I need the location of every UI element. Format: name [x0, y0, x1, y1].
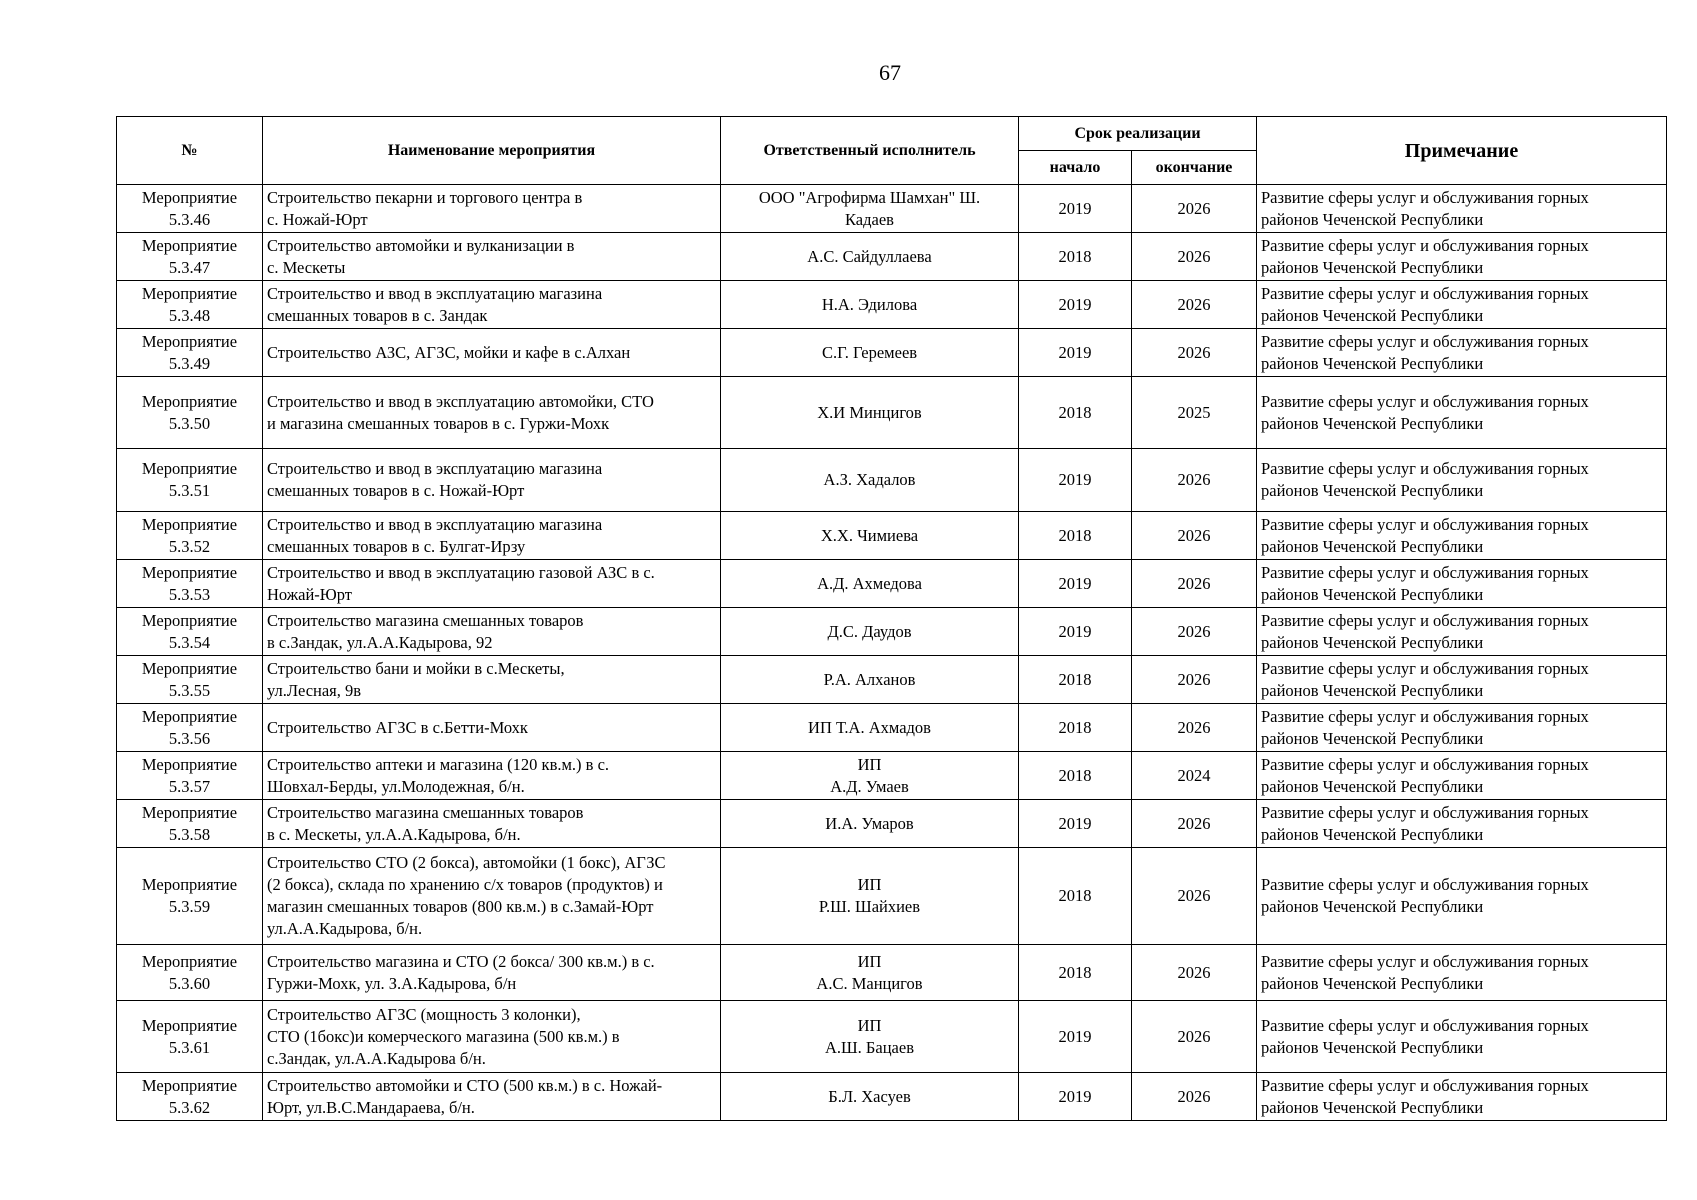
note-cell-line: Развитие сферы услуг и обслуживания горных: [1261, 1015, 1589, 1035]
start-year-cell: 2019: [1019, 449, 1132, 512]
executor-cell-line: ИП: [857, 1015, 882, 1035]
executor-cell-line: ИП Т.А. Ахмадов: [808, 717, 931, 737]
executor-cell-line: И.А. Умаров: [825, 813, 914, 833]
measure-label: Мероприятие: [141, 1015, 238, 1035]
measure-name-cell-line: с.Зандак, ул.А.А.Кадырова б/н.: [267, 1048, 486, 1068]
col-header-note: Примечание: [1257, 117, 1667, 185]
executor-cell: [721, 800, 1019, 848]
note-cell-line: районов Чеченской Республики: [1261, 680, 1484, 700]
note-cell-line: районов Чеченской Республики: [1261, 824, 1484, 844]
start-year-cell: 2018: [1019, 704, 1132, 752]
measure-name-cell-line: и магазина смешанных товаров в с. Гуржи-Мохк: [267, 413, 610, 433]
note-cell: [1257, 848, 1667, 945]
table-row: [117, 281, 1667, 329]
measure-name-cell-line: в с.Зандак, ул.А.А.Кадырова, 92: [267, 632, 493, 652]
measure-label: Мероприятие: [141, 562, 238, 582]
note-cell: [1257, 608, 1667, 656]
measure-label: Мероприятие: [141, 331, 238, 351]
measure-name-cell: [263, 185, 721, 233]
end-year-cell: 2026: [1132, 704, 1257, 752]
table-row: [117, 945, 1667, 1001]
table-body: [117, 185, 1667, 1121]
executor-cell-line: А.С. Сайдуллаева: [807, 246, 932, 266]
start-year-cell: 2018: [1019, 656, 1132, 704]
measure-name-cell-line: ул.А.А.Кадырова, б/н.: [267, 919, 423, 938]
start-year-cell: 2018: [1019, 848, 1132, 945]
executor-cell: [721, 377, 1019, 449]
note-cell-line: Развитие сферы услуг и обслуживания горных: [1261, 1075, 1589, 1095]
measure-number-cell: [117, 848, 263, 945]
end-year-cell: 2026: [1132, 945, 1257, 1001]
measure-name-cell-line: в с. Мескеты, ул.А.А.Кадырова, б/н.: [267, 824, 521, 844]
end-year-cell: 2026: [1132, 233, 1257, 281]
measure-code: 5.3.49: [168, 353, 211, 373]
col-header-term: Срок реализации: [1019, 117, 1257, 151]
executor-cell-line: ИП: [857, 951, 882, 971]
measure-label: Мероприятие: [141, 610, 238, 630]
measure-number-cell: [117, 560, 263, 608]
note-cell-line: районов Чеченской Республики: [1261, 413, 1484, 433]
measure-name-cell-line: Строительство и ввод в эксплуатацию магазина: [267, 514, 603, 534]
note-cell: [1257, 329, 1667, 377]
measure-number-cell: [117, 1073, 263, 1121]
end-year-cell: 2026: [1132, 608, 1257, 656]
note-cell-line: Развитие сферы услуг и обслуживания горных: [1261, 235, 1589, 255]
executor-cell: [721, 1073, 1019, 1121]
note-cell-line: Развитие сферы услуг и обслуживания горных: [1261, 331, 1589, 351]
end-year-cell: 2026: [1132, 560, 1257, 608]
executor-cell-line: ИП: [857, 875, 882, 894]
note-cell: [1257, 1001, 1667, 1073]
note-cell-line: Развитие сферы услуг и обслуживания горных: [1261, 875, 1589, 894]
note-cell-line: районов Чеченской Республики: [1261, 536, 1484, 556]
measure-name-cell: [263, 281, 721, 329]
measure-code: 5.3.58: [168, 824, 211, 844]
col-header-executor: Ответственный исполнитель: [721, 117, 1019, 185]
note-cell-line: районов Чеченской Республики: [1261, 632, 1484, 652]
table-row: [117, 704, 1667, 752]
table-row: [117, 512, 1667, 560]
executor-cell: [721, 281, 1019, 329]
measure-name-cell-line: Строительство и ввод в эксплуатацию магазина: [267, 283, 603, 303]
measure-code: 5.3.61: [168, 1037, 211, 1057]
measure-number-cell: [117, 704, 263, 752]
executor-cell: [721, 945, 1019, 1001]
executor-cell-line: Кадаев: [845, 209, 894, 229]
note-cell-line: Развитие сферы услуг и обслуживания горных: [1261, 514, 1589, 534]
note-cell-line: районов Чеченской Республики: [1261, 1037, 1484, 1057]
measure-name-cell: [263, 560, 721, 608]
measure-number-cell: [117, 449, 263, 512]
measure-number-cell: [117, 945, 263, 1001]
table-row: [117, 800, 1667, 848]
end-year-cell: 2024: [1132, 752, 1257, 800]
measure-name-cell-line: Строительство и ввод в эксплуатацию автомойки, СТО: [267, 391, 654, 411]
measure-name-cell-line: Строительство аптеки и магазина (120 кв.м.) в с.: [267, 754, 610, 774]
executor-cell: [721, 656, 1019, 704]
end-year-cell: 2026: [1132, 656, 1257, 704]
measure-code: 5.3.46: [168, 209, 211, 229]
measure-label: Мероприятие: [141, 514, 238, 534]
note-cell-line: Развитие сферы услуг и обслуживания горных: [1261, 658, 1589, 678]
measure-name-cell-line: СТО (1бокс)и комерческого магазина (500 кв.м.) в: [267, 1026, 620, 1046]
end-year-cell: 2026: [1132, 512, 1257, 560]
executor-cell-line: Н.А. Эдилова: [821, 294, 918, 314]
measure-label: Мероприятие: [141, 802, 238, 822]
measure-number-cell: [117, 281, 263, 329]
measure-name-cell-line: смешанных товаров в с. Ножай-Юрт: [267, 481, 525, 500]
measure-name-cell: [263, 449, 721, 512]
measure-number-cell: [117, 800, 263, 848]
measure-number-cell: [117, 233, 263, 281]
col-header-number: №: [117, 117, 263, 185]
executor-cell: [721, 449, 1019, 512]
measure-number-cell: [117, 329, 263, 377]
end-year-cell: 2026: [1132, 848, 1257, 945]
start-year-cell: 2018: [1019, 377, 1132, 449]
executor-cell: [721, 512, 1019, 560]
table-row: [117, 185, 1667, 233]
note-cell-line: районов Чеченской Республики: [1261, 897, 1484, 916]
measure-label: Мероприятие: [141, 706, 238, 726]
note-cell-line: Развитие сферы услуг и обслуживания горных: [1261, 459, 1589, 478]
end-year-cell: 2026: [1132, 449, 1257, 512]
start-year-cell: 2019: [1019, 1001, 1132, 1073]
executor-cell: [721, 608, 1019, 656]
note-cell: [1257, 560, 1667, 608]
measure-name-cell-line: смешанных товаров в с. Булгат-Ирзу: [267, 536, 526, 556]
measure-number-cell: [117, 1001, 263, 1073]
executor-cell: [721, 560, 1019, 608]
measure-name-cell: [263, 1001, 721, 1073]
measure-name-cell-line: Строительство и ввод в эксплуатацию магазина: [267, 459, 603, 478]
executor-cell-line: Д.С. Даудов: [827, 621, 912, 641]
table-row: [117, 656, 1667, 704]
executor-cell-line: ООО "Агрофирма Шамхан" Ш.: [758, 187, 981, 207]
measure-label: Мероприятие: [141, 235, 238, 255]
start-year-cell: 2018: [1019, 945, 1132, 1001]
measure-name-cell-line: магазин смешанных товаров (800 кв.м.) в с.Замай-Юрт: [267, 897, 654, 916]
measure-name-cell: [263, 1073, 721, 1121]
executor-cell-line: ИП: [857, 754, 882, 774]
measure-name-cell: [263, 608, 721, 656]
executor-cell-line: Х.И Минцигов: [817, 402, 922, 422]
note-cell-line: районов Чеченской Республики: [1261, 584, 1484, 604]
executor-cell: [721, 329, 1019, 377]
measure-label: Мероприятие: [141, 187, 238, 207]
note-cell-line: Развитие сферы услуг и обслуживания горных: [1261, 951, 1589, 971]
note-cell-line: районов Чеченской Республики: [1261, 973, 1484, 993]
measure-code: 5.3.57: [168, 776, 211, 796]
end-year-cell: 2026: [1132, 281, 1257, 329]
note-cell-line: районов Чеченской Республики: [1261, 481, 1484, 500]
measure-code: 5.3.60: [168, 973, 211, 993]
executor-cell-line: Р.Ш. Шайхиев: [818, 897, 921, 916]
measure-label: Мероприятие: [141, 283, 238, 303]
note-cell: [1257, 800, 1667, 848]
measure-name-cell: [263, 512, 721, 560]
note-cell: [1257, 377, 1667, 449]
measure-name-cell: [263, 704, 721, 752]
measure-name-cell-line: ул.Лесная, 9в: [267, 680, 362, 700]
start-year-cell: 2019: [1019, 185, 1132, 233]
measure-code: 5.3.52: [168, 536, 211, 556]
table-row: [117, 329, 1667, 377]
start-year-cell: 2018: [1019, 233, 1132, 281]
executor-cell: [721, 752, 1019, 800]
start-year-cell: 2019: [1019, 560, 1132, 608]
measure-number-cell: [117, 656, 263, 704]
measure-label: Мероприятие: [141, 658, 238, 678]
table-row: [117, 449, 1667, 512]
note-cell-line: районов Чеченской Республики: [1261, 209, 1484, 229]
note-cell-line: Развитие сферы услуг и обслуживания горных: [1261, 283, 1589, 303]
executor-cell-line: А.С. Манцигов: [816, 973, 923, 993]
executor-cell-line: Б.Л. Хасуев: [828, 1086, 911, 1106]
measure-code: 5.3.62: [168, 1097, 211, 1117]
note-cell-line: районов Чеченской Республики: [1261, 257, 1484, 277]
end-year-cell: 2026: [1132, 1001, 1257, 1073]
measure-code: 5.3.56: [168, 728, 211, 748]
measure-code: 5.3.51: [168, 481, 211, 500]
measure-number-cell: [117, 752, 263, 800]
note-cell-line: районов Чеченской Республики: [1261, 1097, 1484, 1117]
start-year-cell: 2018: [1019, 512, 1132, 560]
executor-cell: [721, 185, 1019, 233]
measure-label: Мероприятие: [141, 951, 238, 971]
end-year-cell: 2025: [1132, 377, 1257, 449]
measure-name-cell: [263, 233, 721, 281]
executor-cell-line: А.З. Хадалов: [823, 470, 916, 489]
measure-name-cell-line: Гуржи-Мохк, ул. З.А.Кадырова, б/н: [267, 973, 517, 993]
measure-name-cell-line: Строительство автомойки и вулканизации в: [267, 235, 575, 255]
measure-code: 5.3.59: [168, 897, 211, 916]
executor-cell: [721, 1001, 1019, 1073]
table-row: [117, 1001, 1667, 1073]
note-cell-line: Развитие сферы услуг и обслуживания горных: [1261, 754, 1589, 774]
measure-name-cell-line: Ножай-Юрт: [267, 584, 353, 604]
measure-number-cell: [117, 608, 263, 656]
measure-name-cell-line: с. Мескеты: [267, 257, 346, 277]
note-cell-line: районов Чеченской Республики: [1261, 305, 1484, 325]
measure-number-cell: [117, 512, 263, 560]
start-year-cell: 2018: [1019, 752, 1132, 800]
col-header-name: Наименование мероприятия: [263, 117, 721, 185]
measure-name-cell-line: Строительство АГЗС в с.Бетти-Мохк: [267, 717, 528, 737]
start-year-cell: 2019: [1019, 281, 1132, 329]
measure-label: Мероприятие: [141, 1075, 238, 1095]
executor-cell: [721, 233, 1019, 281]
note-cell: [1257, 281, 1667, 329]
note-cell-line: Развитие сферы услуг и обслуживания горных: [1261, 706, 1589, 726]
measure-code: 5.3.48: [168, 305, 211, 325]
measure-code: 5.3.50: [168, 413, 211, 433]
measure-name-cell: [263, 945, 721, 1001]
measure-name-cell: [263, 848, 721, 945]
measure-name-cell: [263, 329, 721, 377]
measure-name-cell-line: Шовхал-Берды, ул.Молодежная, б/н.: [267, 776, 525, 796]
note-cell: [1257, 1073, 1667, 1121]
table-row: [117, 377, 1667, 449]
executor-cell-line: С.Г. Геремеев: [821, 342, 918, 362]
note-cell: [1257, 752, 1667, 800]
measure-code: 5.3.55: [168, 680, 211, 700]
table-row: [117, 1073, 1667, 1121]
measure-name-cell-line: Строительство бани и мойки в с.Мескеты,: [267, 658, 565, 678]
note-cell: [1257, 512, 1667, 560]
end-year-cell: 2026: [1132, 800, 1257, 848]
note-cell-line: Развитие сферы услуг и обслуживания горных: [1261, 187, 1589, 207]
measures-table: [116, 116, 1667, 1121]
measure-label: Мероприятие: [141, 754, 238, 774]
note-cell: [1257, 704, 1667, 752]
executor-cell-line: Р.А. Алханов: [823, 669, 916, 689]
executor-cell-line: А.Ш. Бацаев: [824, 1037, 914, 1057]
start-year-cell: 2019: [1019, 329, 1132, 377]
end-year-cell: 2026: [1132, 329, 1257, 377]
note-cell: [1257, 185, 1667, 233]
measure-name-cell-line: Строительство автомойки и СТО (500 кв.м.) в с. Ножай-: [267, 1075, 663, 1095]
note-cell: [1257, 656, 1667, 704]
measure-name-cell-line: Строительство пекарни и торгового центра в: [267, 187, 583, 207]
measure-label: Мероприятие: [141, 875, 238, 894]
note-cell: [1257, 233, 1667, 281]
start-year-cell: 2019: [1019, 1073, 1132, 1121]
executor-cell-line: А.Д. Умаев: [830, 776, 909, 796]
executor-cell: [721, 848, 1019, 945]
note-cell-line: Развитие сферы услуг и обслуживания горных: [1261, 391, 1589, 411]
measure-name-cell-line: Строительство АЗС, АГЗС, мойки и кафе в с.Алхан: [267, 342, 631, 362]
measure-name-cell: [263, 377, 721, 449]
measure-name-cell: [263, 656, 721, 704]
note-cell: [1257, 945, 1667, 1001]
executor-cell-line: А.Д. Ахмедова: [817, 573, 922, 593]
measure-label: Мероприятие: [141, 459, 238, 478]
table-row: [117, 848, 1667, 945]
measure-name-cell-line: смешанных товаров в с. Зандак: [267, 305, 488, 325]
end-year-cell: 2026: [1132, 1073, 1257, 1121]
note-cell-line: Развитие сферы услуг и обслуживания горных: [1261, 802, 1589, 822]
col-header-start: начало: [1019, 151, 1132, 185]
measure-label: Мероприятие: [141, 391, 238, 411]
measure-name-cell-line: Юрт, ул.В.С.Мандараева, б/н.: [267, 1097, 475, 1117]
measure-code: 5.3.54: [168, 632, 211, 652]
measure-code: 5.3.53: [168, 584, 211, 604]
measure-name-cell-line: Строительство АГЗС (мощность 3 колонки),: [267, 1004, 581, 1024]
measure-name-cell: [263, 752, 721, 800]
note-cell-line: Развитие сферы услуг и обслуживания горных: [1261, 562, 1589, 582]
note-cell-line: Развитие сферы услуг и обслуживания горных: [1261, 610, 1589, 630]
note-cell-line: районов Чеченской Республики: [1261, 728, 1484, 748]
note-cell-line: районов Чеченской Республики: [1261, 776, 1484, 796]
table-row: [117, 560, 1667, 608]
note-cell: [1257, 449, 1667, 512]
executor-cell: [721, 704, 1019, 752]
page-number: 67: [879, 60, 901, 85]
note-cell-line: районов Чеченской Республики: [1261, 353, 1484, 373]
start-year-cell: 2019: [1019, 608, 1132, 656]
measure-number-cell: [117, 377, 263, 449]
table-row: [117, 752, 1667, 800]
table-row: [117, 233, 1667, 281]
measure-name-cell-line: Строительство магазина смешанных товаров: [267, 802, 584, 822]
measure-name-cell-line: с. Ножай-Юрт: [267, 209, 368, 229]
table-row: [117, 608, 1667, 656]
measure-name-cell-line: Строительство магазина смешанных товаров: [267, 610, 584, 630]
end-year-cell: 2026: [1132, 185, 1257, 233]
measure-name-cell: [263, 800, 721, 848]
measure-name-cell-line: Строительство магазина и СТО (2 бокса/ 300 кв.м.) в с.: [267, 951, 655, 971]
measure-name-cell-line: (2 бокса), склада по хранению с/х товаров (продуктов) и: [267, 875, 663, 894]
executor-cell-line: Х.Х. Чимиева: [820, 525, 919, 545]
measure-number-cell: [117, 185, 263, 233]
measure-name-cell-line: Строительство и ввод в эксплуатацию газовой АЗС в с.: [267, 562, 655, 582]
col-header-end: окончание: [1132, 151, 1257, 185]
start-year-cell: 2019: [1019, 800, 1132, 848]
measure-code: 5.3.47: [168, 257, 211, 277]
measure-name-cell-line: Строительство СТО (2 бокса), автомойки (1 бокс), АГЗС: [267, 853, 666, 872]
